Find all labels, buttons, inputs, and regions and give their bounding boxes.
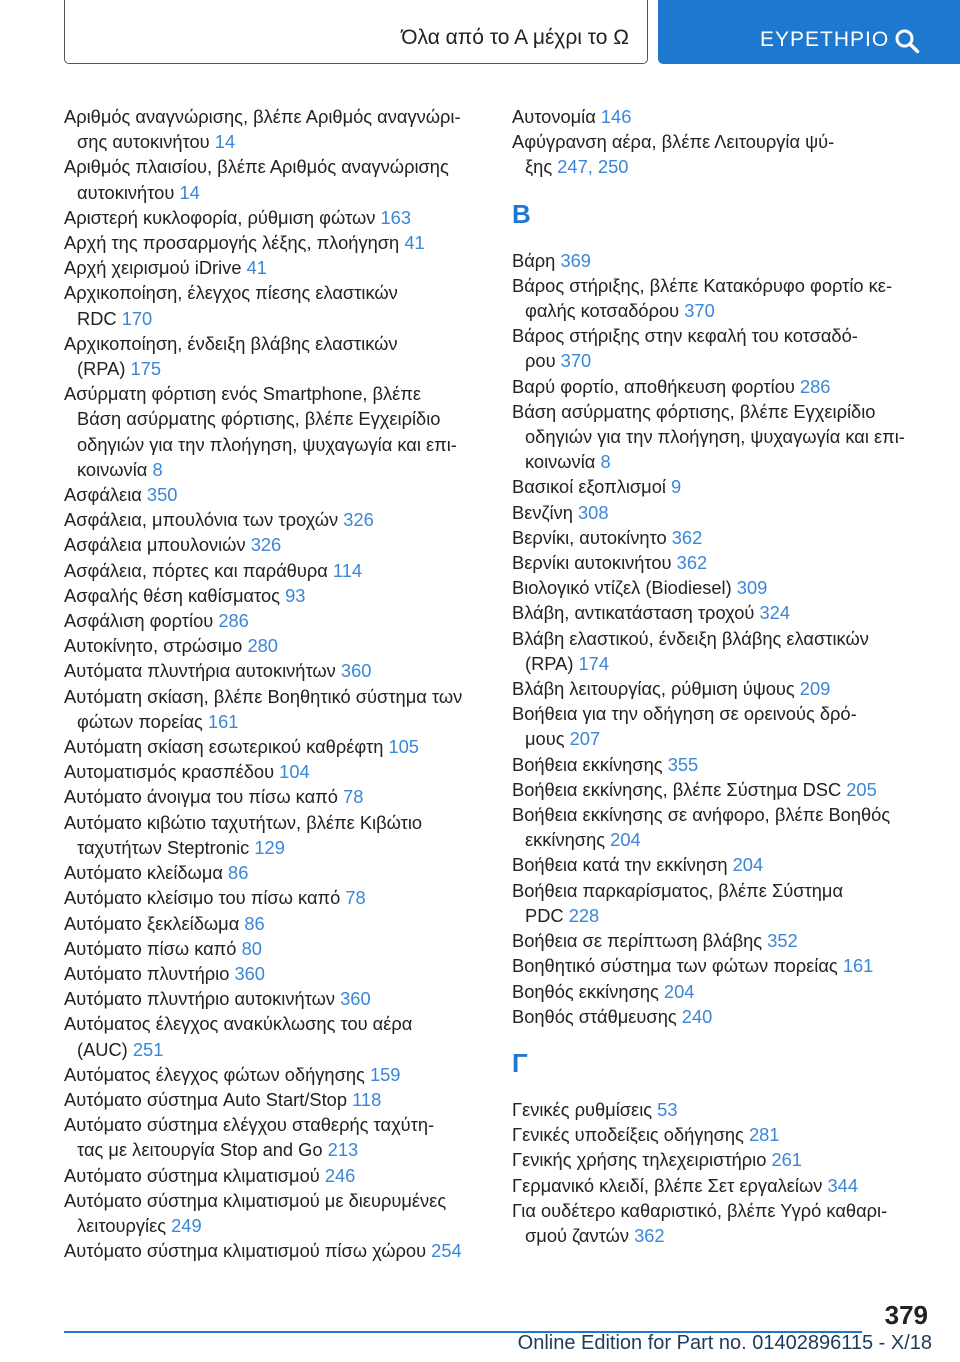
index-entry — [512, 500, 932, 525]
index-entry-text: (RPA) — [525, 652, 574, 674]
index-entry — [64, 734, 484, 759]
index-entry — [64, 482, 484, 507]
index-entry — [64, 1238, 484, 1263]
index-entry — [64, 255, 484, 280]
index-entry-text: Αυτόματο ξεκλείδωμα — [64, 912, 240, 934]
index-entry-text: Αυτόματο σύστημα κλιματισμού — [64, 1164, 320, 1186]
index-entry-text: Αυτόματο σύστημα ελέγχου σταθερής ταχύτη- — [64, 1114, 435, 1136]
index-entry-text: Αριστερή κυκλοφορία, ρύθμιση φώτων — [64, 206, 376, 228]
page-reference-link[interactable]: 8 — [152, 458, 163, 480]
index-entry — [512, 129, 932, 179]
index-entry — [64, 810, 484, 860]
index-entry-text: Αυτόματα πλυντήρια αυτοκινήτων — [64, 660, 336, 682]
index-entry-text: Βοήθεια κατά την εκκίνηση — [512, 854, 728, 876]
page-reference-link[interactable]: 370 — [684, 300, 715, 322]
index-entry-text: Βάση ασύρματης φόρτισης, βλέπε Εγχειρίδιο — [77, 408, 441, 430]
index-entry-text: οδηγιών για την πλοήγηση, ψυχαγωγία και επι- — [525, 426, 905, 448]
page-reference-link[interactable]: 204 — [663, 980, 695, 1002]
index-entry — [64, 104, 484, 154]
index-entry — [64, 936, 484, 961]
page-reference-link[interactable]: 8 — [600, 451, 611, 473]
index-entry-text: Βάρος στήριξης στην κεφαλή του κοτσαδό- — [512, 325, 858, 347]
page-reference-link[interactable]: 281 — [748, 1124, 780, 1146]
page-reference-link[interactable]: 355 — [667, 753, 699, 775]
index-entry — [512, 525, 932, 550]
index-entry-text: Γενικές υποδείξεις οδήγησης — [512, 1124, 744, 1146]
page-reference-link[interactable]: 246 — [324, 1164, 356, 1186]
page-reference-link[interactable]: 360 — [340, 988, 371, 1010]
page-reference-link[interactable]: 286 — [218, 610, 249, 632]
index-entry — [512, 550, 932, 575]
page-reference-link[interactable]: 9 — [671, 476, 682, 498]
page-reference-link[interactable]: 174 — [578, 652, 610, 674]
page-reference-link[interactable]: 213 — [327, 1139, 359, 1161]
index-entry-text: Αυτόματη σκίαση εσωτερικού καθρέφτη — [64, 736, 384, 758]
index-entry — [512, 374, 932, 399]
footer-edition-text: Online Edition for Part no. 01402896115 - X/18 — [517, 1332, 932, 1354]
index-entry — [512, 626, 932, 676]
index-entry — [512, 1097, 932, 1122]
index-entry — [512, 752, 932, 777]
page-reference-link[interactable]: 350 — [146, 484, 178, 506]
page-reference-link[interactable]: 146 — [600, 106, 632, 127]
page-reference-link[interactable]: 14 — [179, 181, 200, 203]
page-reference-link[interactable]: 326 — [250, 534, 282, 556]
page-reference-link[interactable]: 104 — [279, 761, 310, 783]
index-entry-text: αυτοκινήτου — [77, 181, 175, 203]
index-entry-text: Αυτόματο άνοιγμα του πίσω καπό — [64, 786, 338, 808]
index-entry — [64, 1112, 484, 1162]
index-entry-text: οδηγιών για την πλοήγηση, ψυχαγωγία και επι- — [77, 433, 457, 455]
page-reference-link[interactable]: 370 — [560, 350, 592, 372]
index-entry-text: Αυτόματο σύστημα κλιματισμού πίσω χώρου — [64, 1240, 427, 1262]
index-entry-text: Αυτόματο σύστημα κλιματισμού με διευρυμένες — [64, 1189, 447, 1211]
index-entry — [512, 777, 932, 802]
section-heading: Γ — [512, 1047, 528, 1078]
index-column-left — [64, 104, 484, 1263]
index-entry-text: Ασφάλεια μπουλονιών — [64, 534, 246, 556]
index-entry-text: Αυτόματο πλυντήριο — [64, 962, 230, 984]
index-entry-text: ταχυτήτων Steptronic — [77, 836, 250, 858]
index-entry — [64, 1163, 484, 1188]
index-entry-text: σμού ζαντών — [525, 1224, 629, 1246]
index-entry — [512, 1004, 932, 1029]
page-reference-link[interactable]: 170 — [121, 307, 153, 329]
index-entry-text: Βοήθεια εκκίνησης σε ανήφορο, βλέπε Βοηθός — [512, 804, 891, 826]
index-entry — [64, 583, 484, 608]
index-entry-text: Αυτόματο κλείδωμα — [64, 862, 223, 884]
index-entry-text: Βενζίνη — [512, 501, 573, 523]
index-entry — [512, 802, 932, 852]
page-reference-link[interactable]: 247, 250 — [557, 156, 629, 178]
index-entry-text: Αυτονομία — [512, 106, 596, 127]
page-reference-link[interactable]: 324 — [759, 602, 790, 624]
index-entry-text: Βλάβη λειτουργίας, ρύθμιση ύψους — [512, 678, 795, 700]
index-entry-text: (RPA) — [77, 358, 126, 380]
index-entry — [64, 1188, 484, 1238]
index-entry-text: Βιολογικό ντίζελ (Biodiesel) — [512, 577, 732, 599]
index-entry-text: Βοήθεια για την οδήγηση σε ορεινούς δρό- — [512, 703, 857, 725]
tab-all-a-to-z-label: Όλα από το Α μέχρι το Ω — [401, 26, 629, 49]
index-entry — [64, 608, 484, 633]
page-reference-link[interactable]: 53 — [657, 1098, 678, 1120]
page-reference-link[interactable]: 228 — [568, 904, 600, 926]
index-entry-text: Αυτόματος έλεγχος ανακύκλωσης του αέρα — [64, 1013, 413, 1035]
index-entry — [512, 474, 932, 499]
index-entry — [64, 532, 484, 557]
index-entry — [512, 1147, 932, 1172]
index-entry — [512, 273, 932, 323]
index-entry-text: Γερμανικό κλειδί, βλέπε Σετ εργαλείων — [512, 1174, 823, 1196]
index-entry — [512, 323, 932, 373]
index-entry-text: Αυτοματισμός κρασπέδου — [64, 761, 275, 783]
index-entry-text: Βλάβη ελαστικού, ένδειξη βλάβης ελαστικών — [512, 627, 869, 649]
index-entry-text: Βαρύ φορτίο, αποθήκευση φορτίου — [512, 375, 795, 397]
index-entry-text: φώτων πορείας — [77, 710, 203, 732]
index-entry-text: Ασφαλής θέση καθίσματος — [64, 584, 280, 606]
index-entry — [64, 381, 484, 482]
page-reference-link[interactable]: 114 — [332, 559, 363, 581]
index-entry-text: Αφύγρανση αέρα, βλέπε Λειτουργία ψύ- — [512, 131, 835, 153]
index-entry — [512, 676, 932, 701]
page-reference-link[interactable]: 308 — [578, 501, 609, 523]
index-entry — [64, 986, 484, 1011]
page-reference-link[interactable]: 344 — [827, 1174, 859, 1196]
index-entry-text: Βοηθός εκκίνησης — [512, 980, 659, 1002]
page-reference-link[interactable]: 86 — [244, 912, 265, 934]
page-reference-link[interactable]: 204 — [610, 829, 641, 851]
index-entry-text: Ασφάλεια, μπουλόνια των τροχών — [64, 509, 339, 531]
index-entry — [64, 154, 484, 204]
page-reference-link[interactable]: 209 — [799, 678, 831, 700]
page-reference-link[interactable]: 204 — [732, 854, 764, 876]
page-reference-link[interactable]: 118 — [352, 1088, 382, 1110]
page-reference-link[interactable]: 352 — [767, 930, 798, 952]
index-entry — [512, 1122, 932, 1147]
index-entry-text: εκκίνησης — [525, 829, 606, 851]
index-entry-text: Βάση ασύρματης φόρτισης, βλέπε Εγχειρίδιο — [512, 400, 876, 422]
page-reference-link[interactable]: 93 — [285, 584, 306, 606]
index-entry-text: Αυτόματος έλεγχος φώτων οδήγησης — [64, 1063, 365, 1085]
index-entry-text: ρου — [525, 350, 556, 372]
page-reference-link[interactable]: 360 — [340, 660, 372, 682]
page-reference-link[interactable]: 175 — [130, 358, 162, 380]
index-entry-text: Αυτόματη σκίαση, βλέπε Βοηθητικό σύστημα των — [64, 685, 463, 707]
index-entry-text: μους — [525, 728, 565, 750]
index-entry — [64, 1011, 484, 1061]
index-entry-text: Αρχικοποίηση, ένδειξη βλάβης ελαστικών — [64, 332, 398, 354]
index-entry-text: Ασφάλιση φορτίου — [64, 610, 214, 632]
index-entry-text: Για ουδέτερο καθαριστικό, βλέπε Υγρό καθαρι- — [512, 1199, 888, 1221]
page-reference-link[interactable]: 369 — [560, 249, 591, 271]
page-reference-link[interactable]: 161 — [842, 955, 874, 977]
index-entry-text: Βερνίκι, αυτοκίνητο — [512, 526, 667, 548]
page-reference-link[interactable]: 105 — [388, 736, 419, 758]
page-reference-link[interactable]: 78 — [345, 887, 366, 909]
index-entry — [64, 331, 484, 381]
index-entry-text: Αριθμός πλαισίου, βλέπε Αριθμός αναγνώρισης — [64, 156, 449, 178]
page-number: 379 — [884, 1300, 928, 1330]
index-entry — [64, 860, 484, 885]
index-entry-text: φαλής κοτσαδόρου — [525, 300, 680, 322]
page-reference-link[interactable]: 360 — [234, 962, 265, 984]
search-icon[interactable] — [894, 28, 920, 54]
page-reference-link[interactable]: 362 — [676, 552, 708, 574]
index-entry — [512, 575, 932, 600]
index-entry-text: Βασικοί εξοπλισμοί — [512, 476, 666, 498]
page-reference-link[interactable]: 240 — [681, 1005, 713, 1027]
index-entry — [512, 701, 932, 751]
page-reference-link[interactable]: 261 — [771, 1149, 802, 1171]
index-entry — [512, 600, 932, 625]
index-entry-text: Αρχή της προσαρμογής λέξης, πλοήγηση — [64, 232, 400, 254]
index-entry — [512, 248, 932, 273]
index-entry — [64, 507, 484, 532]
page-reference-link[interactable]: 41 — [246, 257, 267, 279]
page-reference-link[interactable]: 86 — [228, 862, 249, 884]
tab-index[interactable] — [658, 0, 960, 64]
tab-index-label: ΕΥΡΕΤΗΡΙΟ — [760, 28, 890, 51]
page-reference-link[interactable]: 249 — [171, 1214, 202, 1236]
header — [0, 0, 960, 66]
page-reference-link[interactable]: 286 — [799, 375, 831, 397]
index-entry — [64, 280, 484, 330]
index-entry-text: Αυτόματο πλυντήριο αυτοκινήτων — [64, 988, 336, 1010]
index-entry-text: Αυτόματο σύστημα Auto Start/Stop — [64, 1088, 348, 1110]
tab-all-a-to-z[interactable] — [64, 0, 648, 64]
index-entry-text: RDC — [77, 307, 117, 329]
index-entry — [64, 784, 484, 809]
index-entry-text: λειτουργίες — [77, 1214, 167, 1236]
index-entry — [512, 979, 932, 1004]
page-reference-link[interactable]: 159 — [369, 1063, 401, 1085]
index-entry-text: κοινωνία — [525, 451, 596, 473]
index-entry — [64, 684, 484, 734]
index-column-right — [512, 104, 932, 1248]
index-entry-text: Βοηθητικό σύστημα των φώτων πορείας — [512, 955, 838, 977]
index-entry — [512, 928, 932, 953]
index-entry-text: Γενικής χρήσης τηλεχειριστήριο — [512, 1149, 767, 1171]
index-entry-text: Βάρος στήριξης, βλέπε Κατακόρυφο φορτίο κε- — [512, 274, 893, 296]
index-entry-text: Βάρη — [512, 249, 556, 271]
page-reference-link[interactable]: 14 — [214, 131, 236, 153]
index-entry-text: Βοήθεια εκκίνησης — [512, 753, 663, 775]
index-entry — [64, 759, 484, 784]
index-entry — [64, 1087, 484, 1112]
index-entry — [64, 205, 484, 230]
page-reference-link[interactable]: 161 — [207, 710, 239, 732]
index-entry — [512, 953, 932, 978]
index-entry — [64, 633, 484, 658]
index-entry-text: Αυτόματο κλείσιμο του πίσω καπό — [64, 887, 341, 909]
index-entry-text: Αυτόματο κιβώτιο ταχυτήτων, βλέπε Κιβώτιο — [64, 811, 423, 833]
page-reference-link[interactable]: 78 — [343, 786, 364, 808]
index-entry-text: τας με λειτουργία Stop and Go — [77, 1139, 323, 1161]
page-reference-link[interactable]: 251 — [132, 1038, 164, 1060]
index-entry-text: Αυτοκίνητο, στρώσιμο — [64, 635, 243, 657]
page-reference-link[interactable]: 309 — [736, 577, 768, 599]
index-entry-text: Γενικές ρυθμίσεις — [512, 1098, 653, 1120]
index-entry-text: Βοήθεια εκκίνησης, βλέπε Σύστημα DSC — [512, 778, 842, 800]
index-entry — [64, 1062, 484, 1087]
page-reference-link[interactable]: 362 — [634, 1224, 665, 1246]
page-reference-link[interactable]: 280 — [247, 635, 278, 657]
index-entry — [512, 104, 932, 129]
index-entry — [64, 558, 484, 583]
index-entry — [64, 658, 484, 683]
index-entry — [512, 1198, 932, 1248]
index-entry-text: Ασφάλεια — [64, 484, 142, 506]
page-reference-link[interactable]: 80 — [241, 937, 262, 959]
page-reference-link[interactable]: 362 — [671, 526, 703, 548]
page-reference-link[interactable]: 163 — [380, 206, 412, 228]
index-entry-text: Αριθμός αναγνώρισης, βλέπε Αριθμός αναγνώρι- — [64, 106, 461, 127]
index-entry-text: Βερνίκι αυτοκινήτου — [512, 552, 672, 574]
index-entry — [64, 911, 484, 936]
page-reference-link[interactable]: 254 — [431, 1240, 462, 1262]
index-entry-text: σης αυτοκινήτου — [77, 131, 210, 153]
index-entry-text: κοινωνία — [77, 458, 148, 480]
index-entry — [64, 961, 484, 986]
page-reference-link[interactable]: 41 — [404, 232, 425, 254]
index-entry-text: ξης — [525, 156, 553, 178]
index-entry-text: Αρχή χειρισμού iDrive — [64, 257, 242, 279]
index-entry-text: PDC — [525, 904, 564, 926]
index-entry-text: Ασύρματη φόρτιση ενός Smartphone, βλέπε — [64, 383, 422, 405]
page-reference-link[interactable]: 326 — [343, 509, 374, 531]
index-entry — [64, 230, 484, 255]
index-entry-text: Αρχικοποίηση, έλεγχος πίεσης ελαστικών — [64, 282, 398, 304]
section-heading: Β — [512, 198, 531, 229]
index-entry-text: Βοηθός στάθμευσης — [512, 1005, 677, 1027]
index-entry-text: Βλάβη, αντικατάσταση τροχού — [512, 602, 755, 624]
index-entry-text: Ασφάλεια, πόρτες και παράθυρα — [64, 559, 328, 581]
page-reference-link[interactable]: 205 — [846, 778, 877, 800]
index-entry — [512, 1173, 932, 1198]
index-entry-text: (AUC) — [77, 1038, 128, 1060]
index-entry — [512, 852, 932, 877]
index-entry — [64, 885, 484, 910]
page-reference-link[interactable]: 129 — [254, 836, 285, 858]
index-entry-text: Βοήθεια παρκαρίσματος, βλέπε Σύστημα — [512, 879, 844, 901]
index-entry — [512, 878, 932, 928]
index-entry-text: Βοήθεια σε περίπτωση βλάβης — [512, 930, 763, 952]
index-entry-text: Αυτόματο πίσω καπό — [64, 937, 237, 959]
page-reference-link[interactable]: 207 — [569, 728, 601, 750]
index-entry — [512, 399, 932, 475]
